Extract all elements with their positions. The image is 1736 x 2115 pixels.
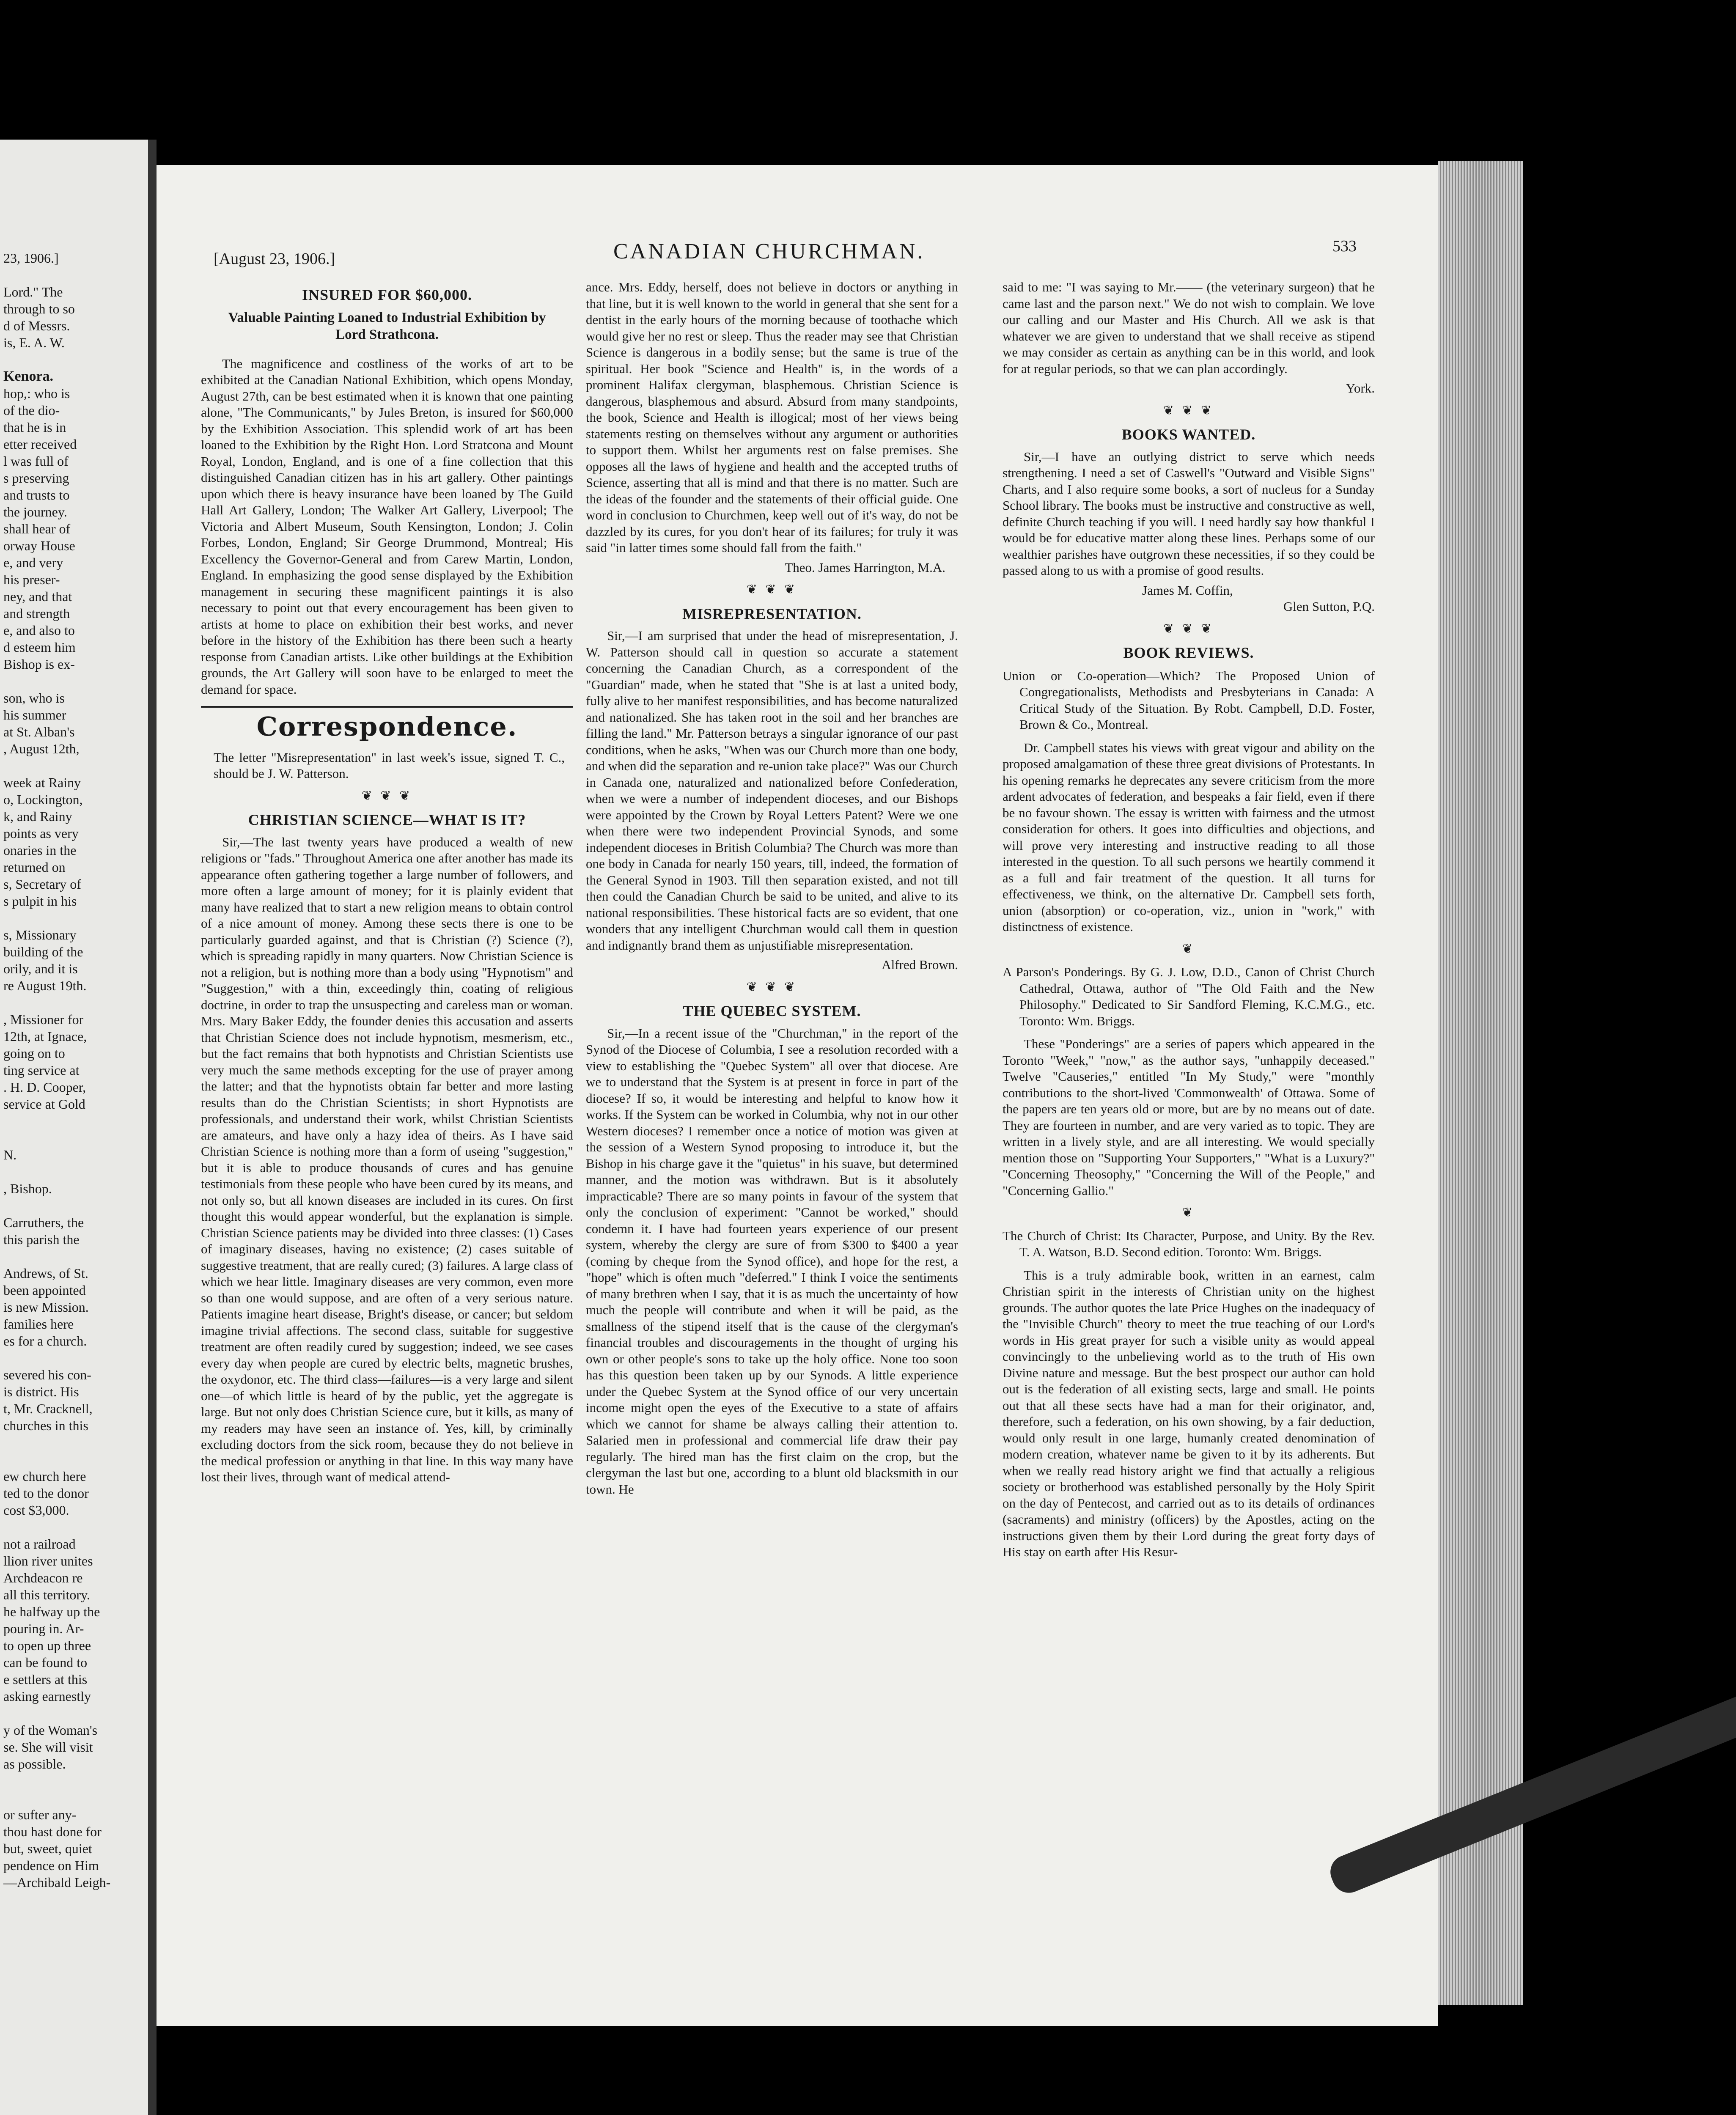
left-page-line: ew church here [3, 1469, 86, 1484]
left-page-line: pouring in. Ar- [3, 1621, 84, 1636]
left-page-line: cost $3,000. [3, 1502, 69, 1518]
left-page-line: churches in this [3, 1418, 88, 1433]
left-page-line: thou hast done for [3, 1824, 102, 1839]
books-wanted-signature: James M. Coffin, [1142, 582, 1233, 598]
christian-science-letter-continued: ance. Mrs. Eddy, herself, does not believe in doctors or anything in that line, but it is well known to the world in general that she sent for a dentist in the early hours of the morning because of toothache which would give her no rest or sleep. Thus the reader may see that Christian Science is dangerous in a bodily sense; but the same is true of the spiritual. Her book "Science and Health" is, in the words of a prominent Halifax clergyman, blasphemous. Christian Science is dangerous, blasphemous and absurd. Absurd from many standpoints, the book, Science and Health is illogical; most of her views being statements resting on themselves without any argument or authorities to support them. Whilst her arguments rest on false premises. She opposes all the laws of hygiene and health and the accepted truths of Science, asserting that all is mind and that there is no matter. Such are the ideas of the founder and the statements of their official guide. One word in conclusion to Churchmen, keep well out of it's way, do not be dazzled by its cures, for you don't hear of its failures; for truly it was said "in latter times some should fall from the faith." [586, 280, 958, 555]
left-page-line: e, and also to [3, 623, 75, 638]
left-page-line: Andrews, of St. [3, 1266, 88, 1281]
left-page-line: week at Rainy [3, 775, 81, 790]
review-3-body: This is a truly admirable book, written in an earnest, calm Christian spirit in the interests of Christian unity on the highest grounds. The author quotes the late Price Hughes on the inadequacy of the "Invisible Church" theory to meet the true teaching of our Lord's words in His great prayer for such a visible unity as would appeal convincingly to the unbelieving world as to the truth of His own Divine nature and message. But the best prospect our author can hold out is the federation of all existing sects, large and small. He points out that all these sects have had a man for their originator, and, therefore, such a federation, on his own showing, by a fair deduction, would only result in one large, humanly created denomination of modern creation, whatever name be given to it by its adherents. But when we really read history aright we find that actually a religious society or brotherhood was established personally by the Holy Spirit on the day of Pentecost, and carried out as to its details of ordinances (sacraments) and ministry (officers) by the Apostles, acting on the instructions given them by their Lord during the great forty days of His stay on earth after His Resur- [1003, 1267, 1375, 1559]
left-page-line: k, and Rainy [3, 809, 72, 824]
misrepresentation-letter-body: Sir,—I am surprised that under the head of misrepresentation, J. W. Patterson should call in question so accurate a statement concerning the Canadian Church, as a correspondent of the "Guardian" made, when he stated that "She is at last a united body, fully alive to her manifest responsibilities, and has become naturalized and nationalized. She has taken root in the soil and her branches are filling the land." Mr. Patterson betrays a singular ignorance of our past conditions, when he asks, "When was our Church more than one body, and when did the separation and re-union take place?" Was our Church in Canada one, naturalized and nationalized before Confederation, when we were a number of independent dioceses, and our Bishops were appointed by the Crown by Royal Letters Patent? Were we one when there were two independent Provincial Synods, and some independent dioceses in British Columbia? The Church was more than one body in Canada for nearly 150 years, till, indeed, the formation of the General Synod in 1903. Till then separation existed, and not till then could the Canadian Church be said to be united, and alive to its national responsibilities. These historical facts are so evident, that one wonders that any intelligent Churchman would call them in question and indignantly brand them as unjustifiable misrepresentation. [586, 628, 958, 953]
left-page-line: llion river unites [3, 1553, 93, 1568]
left-page-line: shall hear of [3, 521, 71, 536]
left-page-line [3, 1772, 148, 1789]
left-page-line: s preserving [3, 470, 69, 486]
correspondence-heading: Correspondence. [256, 711, 518, 742]
letter-correction-note: The letter "Misrepresentation" in last week's issue, signed T. C., should be J. W. Patterson. [214, 750, 565, 781]
left-page-line: s, Missionary [3, 927, 77, 942]
page-header-date: [August 23, 1906.] [214, 250, 335, 268]
misrepresentation-headline: MISREPRESENTATION. [682, 605, 862, 622]
left-page-line: going on to [3, 1046, 65, 1061]
book-reviews-headline: BOOK REVIEWS. [1123, 644, 1254, 661]
christian-science-letter-body: Sir,—The last twenty years have produced a wealth of new religions or "fads." Throughout America one after another has made its appearance often gathering together a large number of followers, and more often a large amount of money; for it is plainly evident that many have realized that to start a new religion means to obtain control of a nice amount of money. Among these sects there is one to be particularly guarded against, and that is Christian (?) Science (?), which is spreading rapidly in many quarters. Now Christian Science is not a religion, but is nothing more than a body using "Hypnotism" and "Suggestion," with a thin, exceedingly thin, coating of religious doctrine, in order to trap the unsuspecting and careless man or woman. Mrs. Mary Baker Eddy, the founder denies this accusation and asserts that Christian Science does not include hypnotism, mesmerism, etc., but the fact remains that both hypnotists and Christian Scientists use very much the same methods excepting for the use of prayer among the latter; and that the hypnotists obtain far better and more lasting results than do the Christian Scientists; in short Hypnotists are professionals, and understand their work, whilst Christian Scientists are amateurs, and have only a hazy idea of theirs. As I have said Christian Science is nothing more than a form of useing "suggestion," but it is able to produce thousands of cures and has genuine testimonials from these people who have been cured by its means, and not only so, but all known diseases are included in its cures. On first thought this would appear wonderful, but the explanation is simple. Christian Science patients may be divided into three classes: (1) Cases of imaginary diseases, having no existence; (2) cases suitable of suggestive treatment, that are really cured; (3) failures. A large class of which we hear little. Imaginary diseases are very common, even more so than one would suppose, and are often of a very serious nature. Patients imagine heart disease, Bright's disease, or cancer; but seldom imagine trivial affections. The second class, suitable for suggestive treatment are often readily cured by suggestion; indeed, we see cases every day when people are cured by electric belts, magnetic brushes, the oxydonor, etc. The third class—failures—is a very large and silent one—of which little is heard of by the public, yet the aggregate is large. But not only does Christian Science cure, but it kills, as many of my readers may have seen an instance of. Yes, kill, by criminally excluding doctors from the sick room, because they do not believe in the medical profession or anything in that line. In this way many have lost their lives, through want of medical attend- [201, 834, 573, 1484]
left-page-line: e settlers at this [3, 1672, 88, 1687]
left-page-line [3, 909, 148, 926]
left-page-line: Bishop is ex- [3, 656, 75, 672]
left-page-line: but, sweet, quiet [3, 1841, 92, 1856]
left-page-line: , Missioner for [3, 1012, 84, 1027]
left-page-line [3, 1789, 148, 1806]
left-page-line: Lord." The [3, 284, 63, 299]
left-page-line: orway House [3, 538, 75, 553]
left-page-line [3, 757, 148, 774]
left-page-line: hop,: who is [3, 386, 70, 401]
left-page-line: . H. D. Cooper, [3, 1079, 86, 1095]
ornament-divider: ❦ ❦ ❦ [746, 582, 798, 596]
left-page-line: d esteem him [3, 640, 76, 655]
left-page-line: not a railroad [3, 1536, 76, 1552]
left-page-line: as possible. [3, 1756, 66, 1772]
left-page-line: s, Secretary of [3, 876, 81, 892]
quebec-system-letter-body: Sir,—In a recent issue of the "Churchman," in the report of the Synod of the Diocese of Columbia, I see a resolution recorded with a view to establishing the "Quebec System" all over that diocese. Are we to understand that the System is at present in force in part of the diocese? If so, it would be interesting and helpful to know how it works. If the System can be worked in Columbia, why not in our other Western dioceses? I remember once a notice of motion was given at the session of a Western Synod proposing to introduce it, but the Bishop in his charge gave it the "quietus" in his suave, but determined manner, and the motion was withdrawn. But is it absolutely impracticable? There are so many points in favour of the system that only the conclusion of experiment: "Cannot be worked," should condemn it. I have had fourteen years experience of our present system, whereby the clergy are sure of from $300 to $400 a year (coming by cheque from the Synod office), and hope for the rest, a "hope" which is often much "deferred." I think I voice the sentiments of many brethren when I say, that it is as much the uncertainty of how much the people will contribute and when it will be paid, as the smallness of the stipend itself that is the cause of the clergyman's financial troubles and discouragements in the thought of urging his own or other people's sons to take up the holy office. None too soon has this question been taken up by our Synods. A little experience under the Quebec System at the Synod office of our very uncertain income might open the eyes of the Executive to a state of affairs which we cannot for shame be always calling their attention to. Salaried men in professional and commercial life draw their pay regularly. The hired man has the first claim on the crop, but the clergyman the last but one, according to a blunt old blacksmith in our town. He [586, 1025, 958, 1497]
ornament-divider: ❦ ❦ ❦ [361, 788, 413, 803]
left-page-line: N. [3, 1147, 17, 1162]
ornament-divider: ❦ ❦ ❦ [1163, 403, 1214, 418]
christian-science-signature: Theo. James Harrington, M.A. [785, 560, 945, 575]
facing-left-page [0, 140, 148, 2115]
section-divider-rule [201, 706, 573, 708]
left-page-line: at St. Alban's [3, 724, 75, 739]
left-page-line: the journey. [3, 504, 67, 519]
left-page-line: l was full of [3, 453, 69, 469]
column-2 [586, 279, 958, 1501]
insured-headline: INSURED FOR $60,000. [302, 286, 472, 303]
ornament-divider: ❦ [1182, 1206, 1195, 1220]
left-page-line [3, 1112, 148, 1129]
left-page-line: etter received [3, 437, 77, 452]
left-page-line: onaries in the [3, 843, 77, 858]
left-page-header-date: 23, 1906.] [3, 250, 59, 266]
left-page-line: building of the [3, 944, 83, 959]
review-1-body: Dr. Campbell states his views with great vigour and ability on the proposed amalgamation of these three great divisions of Protestants. In his opening remarks he deprecates any severe criticism from the more ardent advocates of federation, and bespeaks a fair field, even if there be no favour shown. The essay is written with fairness and the utmost consideration for others. It goes into difficulties and objections, and will prove very interesting and instructive reading to all those interested in the question. To all such persons we heartily commend it as a full and fair treatment of the question. It all turns for effectiveness, we think, on the alternative Dr. Campbell sets forth, union (absorption) or co-operation, viz., union in "work," with distinctness of existence. [1003, 740, 1375, 934]
left-page-line: to open up three [3, 1638, 91, 1653]
left-page-line: severed his con- [3, 1367, 91, 1382]
left-page-line: through to so [3, 301, 75, 316]
left-page-line [3, 673, 148, 689]
misrepresentation-signature: Alfred Brown. [882, 957, 958, 972]
left-page-line [3, 1434, 148, 1451]
books-wanted-place: Glen Sutton, P.Q. [1283, 599, 1375, 614]
left-page-line: ney, and that [3, 589, 72, 604]
left-page-line: and strength [3, 606, 70, 621]
quebec-system-headline: THE QUEBEC SYSTEM. [683, 1003, 861, 1019]
page-number: 533 [1332, 237, 1357, 255]
left-page-line: his summer [3, 707, 66, 722]
left-page-line: can be found to [3, 1655, 88, 1670]
left-page-line: is new Mission. [3, 1299, 89, 1315]
left-page-heading: Kenora. [3, 368, 54, 384]
left-page-line: e, and very [3, 555, 63, 570]
page-header-title: CANADIAN CHURCHMAN. [613, 239, 925, 264]
left-page-spacer [3, 351, 148, 368]
books-wanted-headline: BOOKS WANTED. [1121, 426, 1256, 443]
left-page-line: y of the Woman's [3, 1722, 98, 1738]
left-page-line: returned on [3, 860, 66, 875]
left-page-line: his preser- [3, 572, 60, 587]
left-page-line: son, who is [3, 690, 65, 706]
quebec-system-signature: York. [1346, 381, 1375, 396]
left-page-line: s pulpit in his [3, 893, 77, 909]
page-fore-edge [1438, 161, 1523, 2005]
left-page-line [3, 1197, 148, 1214]
left-page-line [3, 1451, 148, 1468]
insured-subheadline: Valuable Painting Loaned to Industrial Exhibition by Lord Strathcona. [228, 310, 546, 342]
left-page-line: Archdeacon re [3, 1570, 83, 1585]
book-gutter [148, 140, 157, 2115]
left-page-line: d of Messrs. [3, 318, 70, 333]
ornament-divider: ❦ [1182, 942, 1195, 956]
left-page-line [3, 994, 148, 1011]
left-page-line [3, 1705, 148, 1722]
left-page-line: of the dio- [3, 403, 60, 418]
left-page-line: is, E. A. W. [3, 335, 65, 350]
left-page-line [3, 1163, 148, 1180]
review-1-book-title: Union or Co-operation—Which? The Proposed Union of Congregationalists, Methodists and Presbyterians in Canada: A Critical Study of the Situation. By Robt. Campbell, D.D. Foster, Brown & Co., Montreal. [1003, 668, 1375, 732]
insured-article-body: The magnificence and costliness of the works of art to be exhibited at the Canadian National Exhibition, which opens Monday, August 27th, can be best estimated when it is known that one painting alone, "The Communicants," by Jules Breton, is insured for $60,000 by the Exhibition Association. This splendid work of art has been loaned to the Exhibition by the Right Hon. Lord Stratcona and Mount Royal, London, England, and is one of a fine collection that this distinguished Canadian citizen has in his art gallery. Other paintings upon which there is heavy insurance have been loaned by The Guild Hall Art Gallery, London; The Walker Art Gallery, Liverpool; The Victoria and Albert Museum, South Kensington, London; J. Colin Forbes, London, England; Sir George Drummond, Montreal; His Excellency the Governor-General and from Carew Martin, London, England. In emphasizing the good sense displayed by the Exhibition management in securing these magnificent paintings it is also necessary to point out that every encouragement has been given to artists at home to place on exhibition their best works, and never before in the history of the Exhibition has there been such a hearty response from Canadian artists. Like other buildings at the Exhibition grounds, the Art Gallery will soon have to be enlarged to meet the demand for space. [201, 356, 573, 697]
left-page-line [3, 1248, 148, 1265]
left-page-line: orily, and it is [3, 961, 78, 976]
left-page-line: , Bishop. [3, 1181, 52, 1196]
christian-science-headline: CHRISTIAN SCIENCE—WHAT IS IT? [248, 811, 526, 828]
column-1 [201, 279, 573, 1489]
left-page-line: Carruthers, the [3, 1215, 84, 1230]
left-page-line: 12th, at Ignace, [3, 1029, 87, 1044]
left-page-line [3, 1349, 148, 1366]
left-page-line [3, 1129, 148, 1146]
left-page-line: pendence on Him [3, 1858, 99, 1873]
left-page-line: ted to the donor [3, 1486, 89, 1501]
left-page-line: he halfway up the [3, 1604, 100, 1619]
left-page-line: re August 19th. [3, 978, 87, 993]
left-page-line: ting service at [3, 1063, 80, 1078]
left-page-line: families here [3, 1316, 74, 1332]
left-page-spacer [3, 266, 148, 283]
left-page-line: —Archibald Leigh- [3, 1875, 111, 1890]
review-3-book-title: The Church of Christ: Its Character, Purpose, and Unity. By the Rev. T. A. Watson, B.D. Second edition. Toronto: Wm. Briggs. [1003, 1228, 1375, 1259]
ornament-divider: ❦ ❦ ❦ [1163, 621, 1214, 636]
left-page-line: t, Mr. Cracknell, [3, 1401, 93, 1416]
left-page-line: is district. His [3, 1384, 79, 1399]
left-page-line: this parish the [3, 1232, 80, 1247]
left-page-line: service at Gold [3, 1096, 85, 1112]
left-page-line: points as very [3, 826, 79, 841]
column-3 [1003, 279, 1375, 1564]
left-page-line [3, 1519, 148, 1535]
left-page-line: that he is in [3, 420, 66, 435]
review-2-body: These "Ponderings" are a series of papers which appeared in the Toronto "Week," "now," as the author says, "unhappily deceased." Twelve "Causeries," entitled "In My Study," were "monthly contributions to the short-lived 'Commonwealth' of Ottawa. Some of the papers are ten years old or more, but are by no means out of date. They are fourteen in number, and are very varied as to topic. They are written in a lively style, and are all interesting. We would specially mention those on "Supporting Your Supporters," "What is a Luxury?" "Concerning Theosophy," "Concerning the Will of the People," and "Concerning Gallio." [1003, 1036, 1375, 1198]
left-page-line: , August 12th, [3, 741, 80, 756]
left-page-text-fragments [3, 250, 148, 1891]
left-page-line: asking earnestly [3, 1689, 91, 1704]
left-page-line: es for a church. [3, 1333, 87, 1349]
left-page-line: se. She will visit [3, 1739, 93, 1755]
left-page-line: o, Lockington, [3, 792, 83, 807]
ornament-divider: ❦ ❦ ❦ [746, 980, 798, 994]
books-wanted-letter-body: Sir,—I have an outlying district to serve which needs strengthening. I need a set of Caswell's "Outward and Visible Signs" Charts, and I also require some books, a sort of nucleus for a Sunday School library. The books must be instructive and constructive as well, definite Church teaching if you will. I need hardly say how thankful I would be for educative matter along these lines. Perhaps some of our wealthier parishes have outgrown these necessities, if so they could be passed along to us with a promise of good results. [1003, 449, 1375, 578]
left-page-line: all this territory. [3, 1587, 90, 1602]
left-page-line: or sufter any- [3, 1807, 77, 1822]
left-page-line: and trusts to [3, 487, 70, 503]
left-page-line: been appointed [3, 1283, 86, 1298]
review-2-book-title: A Parson's Ponderings. By G. J. Low, D.D., Canon of Christ Church Cathedral, Ottawa, author of "The Old Faith and the New Philosophy." Dedicated to Sir Sandford Fleming, K.C.M.G., etc. Toronto: Wm. Briggs. [1003, 964, 1375, 1028]
quebec-system-letter-continued: said to me: "I was saying to Mr.—— (the veterinary surgeon) that he came last and the parson next." We do not wish to complain. We love our calling and our Master and His Church. All we ask is that whatever we are given to understand that we shall receive as stipend we may consider as certain as anything can be in this world, and look for at regular periods, so that we can plan accordingly. [1003, 280, 1375, 376]
